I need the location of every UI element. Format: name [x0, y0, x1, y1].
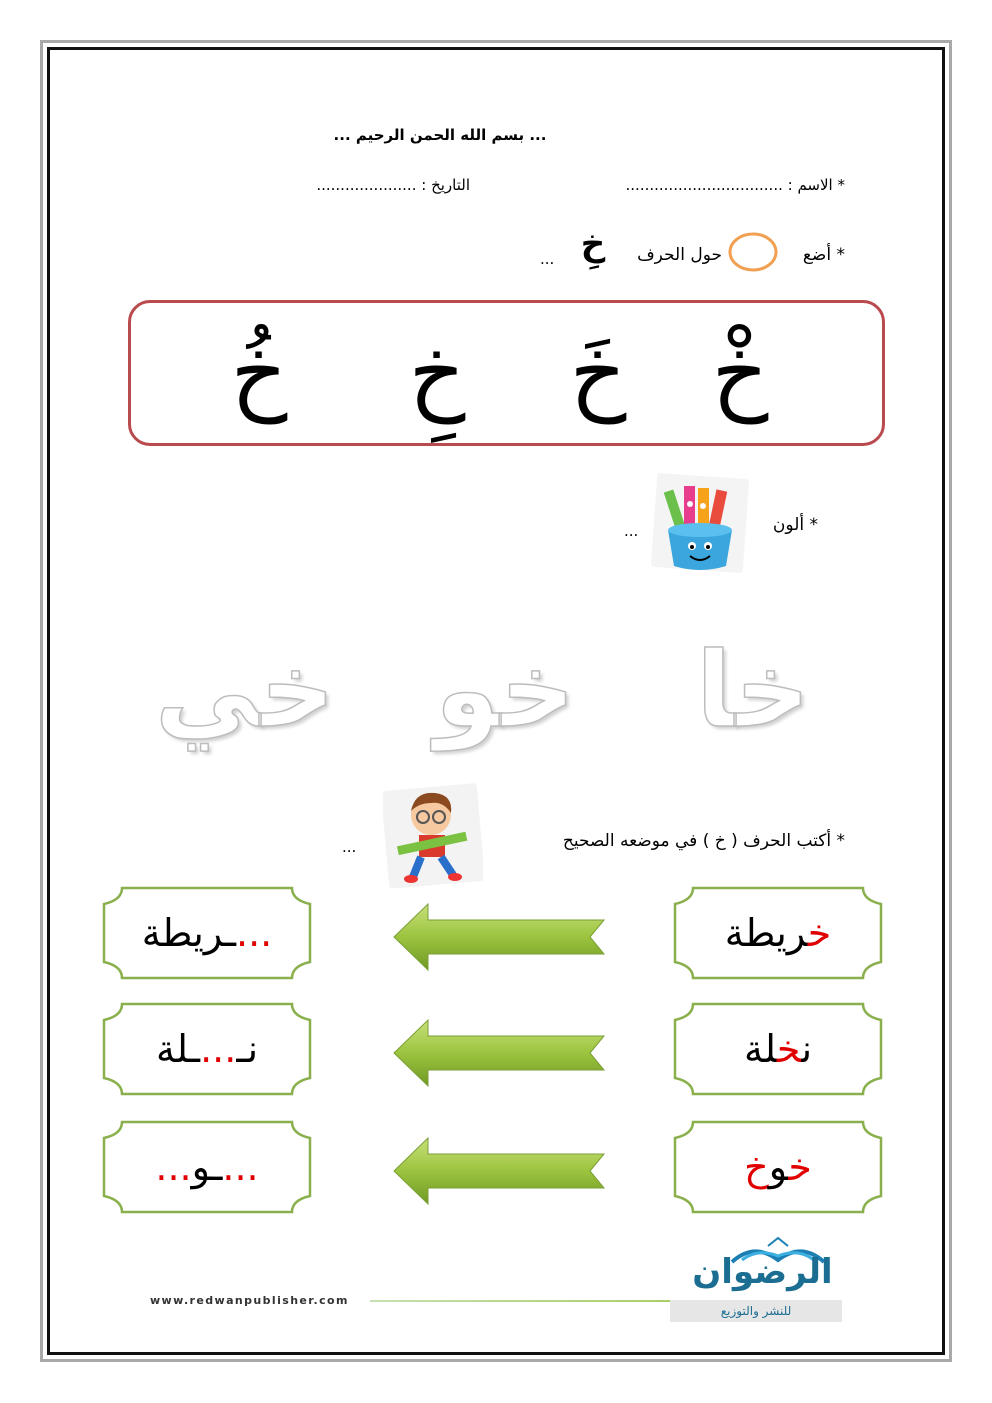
- basmala: ... بسم الله الحمن الرحيم ...: [333, 126, 547, 144]
- circle-instruction-prefix: * أضع: [802, 245, 845, 265]
- circle-instruction-letter: خِ: [580, 224, 606, 264]
- word-part: ـريطة: [141, 911, 236, 955]
- circle-instruction-middle: حول الحرف: [637, 245, 722, 265]
- word-part: ن: [801, 1027, 813, 1071]
- word-part: لة: [743, 1027, 777, 1071]
- letter-option-fatha[interactable]: خَ: [569, 321, 627, 424]
- outline-letter-kha-waw[interactable]: خو: [434, 629, 576, 751]
- write-instruction: * أكتب الحرف ( خ ) في موضعه الصحيح: [562, 831, 845, 851]
- source-word-card: [671, 884, 885, 982]
- highlighted-letter: خ: [788, 1145, 812, 1189]
- website-url[interactable]: www.redwanpublisher.com: [150, 1294, 349, 1307]
- colored-pencils-icon: [650, 470, 750, 575]
- blank-dots[interactable]: ...: [235, 911, 273, 955]
- letter-option-sukun[interactable]: خْ: [711, 321, 769, 424]
- publisher-tagline: للنشر والتوزيع: [670, 1300, 842, 1322]
- left-arrow-icon: [392, 1018, 606, 1088]
- letter-option-kasra[interactable]: خِ: [408, 321, 466, 424]
- word-part: ريطة: [724, 911, 808, 955]
- outline-letter-kha-ya[interactable]: خي: [154, 629, 335, 751]
- blank-dots[interactable]: ...: [222, 1145, 259, 1189]
- source-word: [671, 1118, 885, 1216]
- target-word-blank[interactable]: [100, 884, 314, 982]
- target-word-card[interactable]: [100, 1000, 314, 1098]
- letter-option-damma[interactable]: خُ: [230, 321, 288, 424]
- highlighted-letter: خ: [744, 1145, 769, 1189]
- highlighted-letter: خ: [807, 911, 832, 955]
- arrow-shape: [392, 1136, 606, 1206]
- blank-dots[interactable]: ...: [155, 1145, 192, 1189]
- target-word-blank[interactable]: [100, 1118, 314, 1216]
- word-part: ـو: [191, 1145, 223, 1189]
- highlighted-letter: خ: [776, 1027, 802, 1071]
- color-instruction-suffix: ...: [624, 522, 639, 540]
- date-field[interactable]: التاريخ : .....................: [316, 176, 470, 194]
- arrow-shape: [392, 1018, 606, 1088]
- arrow-shape: [392, 902, 606, 972]
- source-word-card: [671, 1000, 885, 1098]
- left-arrow-icon: [392, 1136, 606, 1206]
- source-word: [671, 1000, 885, 1098]
- target-word-card[interactable]: [100, 1118, 314, 1216]
- publisher-logo-name: الرضوان: [692, 1252, 833, 1292]
- target-word-card[interactable]: [100, 884, 314, 982]
- word-part: و: [768, 1145, 789, 1189]
- word-part: ـلة: [155, 1027, 201, 1071]
- name-field[interactable]: * الاسم : .................................: [625, 176, 845, 194]
- word-part: نـ: [236, 1027, 259, 1071]
- circle-instruction-suffix: ...: [540, 250, 555, 268]
- color-instruction: * ألون: [772, 515, 818, 535]
- boy-with-pencil-icon: [383, 783, 483, 888]
- source-word: [671, 884, 885, 982]
- left-arrow-icon: [392, 902, 606, 972]
- source-word-card: [671, 1118, 885, 1216]
- target-word-blank[interactable]: [100, 1000, 314, 1098]
- blank-dots[interactable]: ...: [200, 1027, 237, 1071]
- circle-shape-icon: [727, 231, 779, 273]
- outline-letter-kha-alif[interactable]: خا: [695, 629, 810, 751]
- write-instruction-suffix: ...: [342, 838, 357, 856]
